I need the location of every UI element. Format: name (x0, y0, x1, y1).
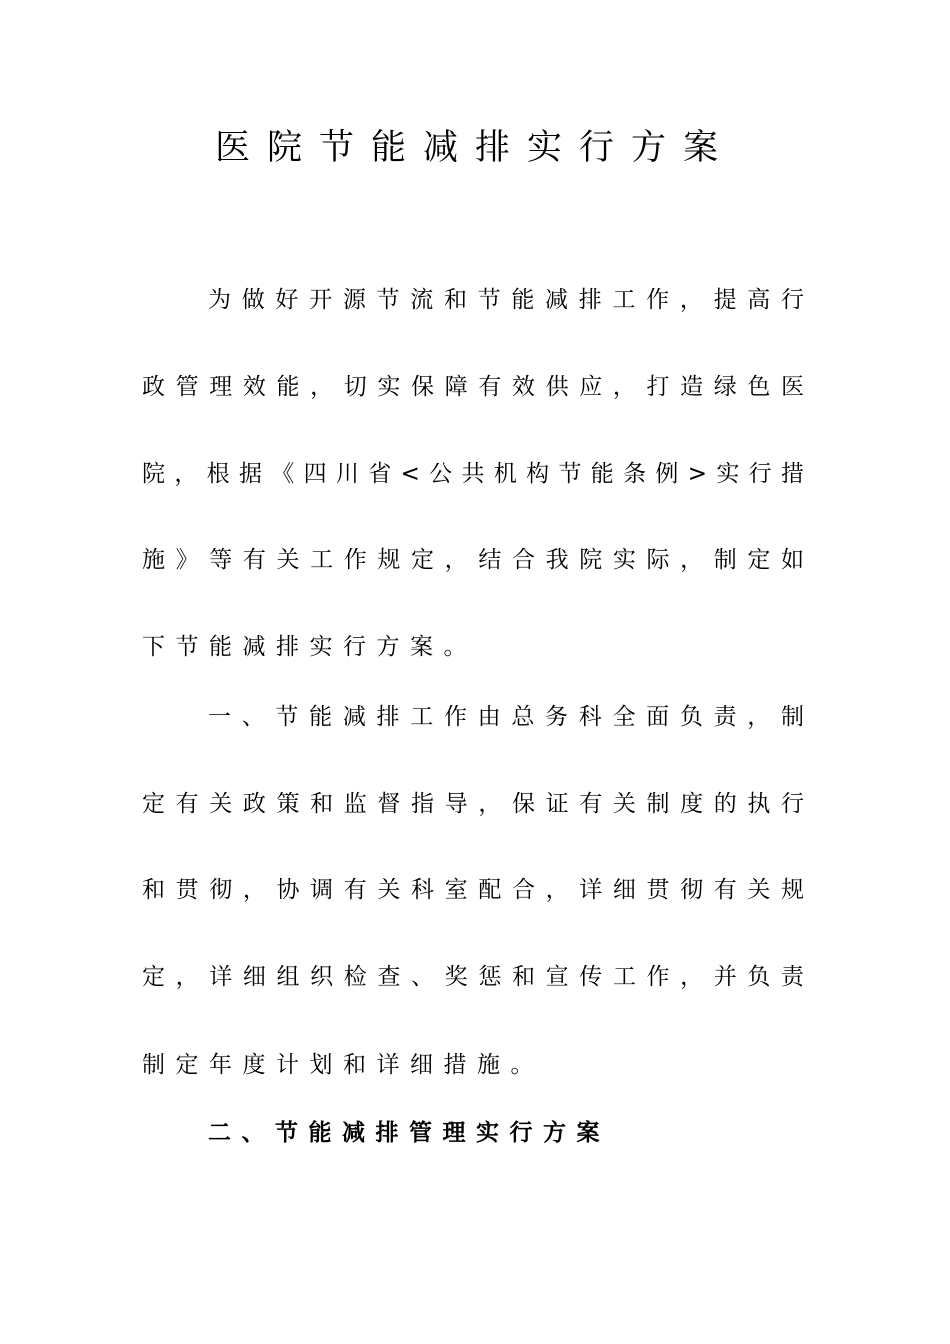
paragraph-line: 一、节能减排工作由总务科全面负责，制 (208, 704, 804, 730)
paragraph-line: 为做好开源节流和节能减排工作，提高行 (208, 287, 804, 313)
paragraph-line: 院，根据《四川省<公共机构节能条例>实行措 (142, 461, 804, 487)
section-heading: 二、节能减排管理实行方案 (208, 1120, 610, 1146)
paragraph-line: 政管理效能，切实保障有效供应，打造绿色医 (142, 374, 804, 400)
paragraph-line: 施》等有关工作规定，结合我院实际，制定如 (142, 547, 804, 573)
paragraph-line: 制定年度计划和详细措施。 (142, 1052, 544, 1078)
paragraph-line: 和贯彻，协调有关科室配合，详细贯彻有关规 (142, 877, 804, 903)
paragraph-line: 定有关政策和监督指导，保证有关制度的执行 (142, 791, 804, 817)
document-title: 医院节能减排实行方案 (214, 128, 735, 168)
paragraph-line: 定，详细组织检查、奖惩和宣传工作，并负责 (142, 964, 804, 990)
paragraph-line: 下节能减排实行方案。 (142, 634, 477, 660)
